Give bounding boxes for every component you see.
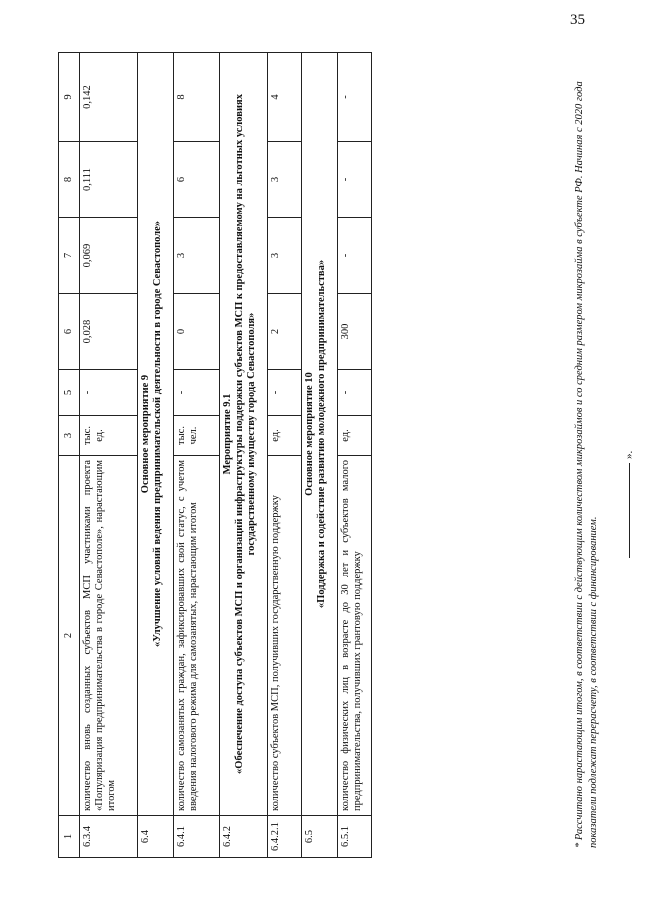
indicators-table bbox=[58, 52, 372, 858]
value-cell: - bbox=[174, 370, 220, 416]
indicator-description: количество вновь созданных субъектов МСП участниками проекта «Популяризация предпринимательства в городе Севастополе», нарастающим итогом bbox=[80, 456, 138, 816]
section-row bbox=[302, 53, 338, 858]
row-number: 6.3.4 bbox=[80, 816, 138, 858]
value-cell: - bbox=[338, 142, 372, 218]
table-row bbox=[268, 53, 302, 858]
header-cell: 6 bbox=[59, 294, 80, 370]
value-cell: - bbox=[268, 370, 302, 416]
value-cell: 4 bbox=[268, 53, 302, 142]
indicator-description: количество физических лиц в возрасте до 30 лет и субъектов малого предпринимательства, получивших грантовую поддержку bbox=[338, 456, 372, 816]
section-title: Основное мероприятие 9 bbox=[140, 374, 151, 494]
value-cell: 0,142 bbox=[80, 53, 138, 142]
header-cell: 3 bbox=[59, 416, 80, 456]
table-body bbox=[59, 53, 372, 858]
value-cell: 2 bbox=[268, 294, 302, 370]
value-cell: - bbox=[338, 53, 372, 142]
section-heading bbox=[302, 53, 338, 816]
footnote: * Рассчитано нарастающим итогом, в соответствии с действующим количеством микрозаймов и со средним размером микрозайма в субъекте РФ. Начиная с 2020 года показатели подлежат перерасчету, в соответствии с финансированием. bbox=[574, 81, 600, 848]
end-line bbox=[629, 463, 630, 558]
value-cell: - bbox=[338, 370, 372, 416]
page-number: 35 bbox=[570, 12, 585, 28]
header-cell: 7 bbox=[59, 218, 80, 294]
table-row bbox=[338, 53, 372, 858]
row-number: 6.5 bbox=[302, 816, 338, 858]
section-row bbox=[220, 53, 268, 858]
header-row bbox=[59, 53, 80, 858]
row-number: 6.4.2.1 bbox=[268, 816, 302, 858]
section-subtitle: «Улучшение условий ведения предпринимательской деятельности в городе Севастополе» bbox=[152, 220, 164, 648]
header-cell: 9 bbox=[59, 53, 80, 142]
value-cell: 0 bbox=[174, 294, 220, 370]
unit-cell: ед. bbox=[268, 416, 302, 456]
section-title: Мероприятие 9.1 bbox=[222, 393, 233, 475]
unit-cell: тыс. чел. bbox=[174, 416, 220, 456]
value-cell: 300 bbox=[338, 294, 372, 370]
header-cell: 5 bbox=[59, 370, 80, 416]
value-cell: 0,028 bbox=[80, 294, 138, 370]
value-cell: 8 bbox=[174, 53, 220, 142]
section-heading bbox=[220, 53, 268, 816]
value-cell: 3 bbox=[268, 142, 302, 218]
unit-cell: тыс. ед. bbox=[80, 416, 138, 456]
value-cell: - bbox=[80, 370, 138, 416]
value-cell: 6 bbox=[174, 142, 220, 218]
indicator-description: количество субъектов МСП, получивших государственную поддержку bbox=[268, 456, 302, 816]
value-cell: 0,069 bbox=[80, 218, 138, 294]
section-subtitle: «Поддержка и содействие развитию молодежного предпринимательства» bbox=[316, 259, 328, 609]
row-number: 6.5.1 bbox=[338, 816, 372, 858]
header-cell: 8 bbox=[59, 142, 80, 218]
section-subtitle: «Обеспечение доступа субъектов МСП и организаций инфраструктуры поддержки субъектов МСП к предоставляемому на льготных условиях государственному имуществу города Севастополя» bbox=[234, 94, 258, 774]
value-cell: 0,111 bbox=[80, 142, 138, 218]
rotated-page-content bbox=[58, 53, 648, 858]
table-row bbox=[174, 53, 220, 858]
end-quote: ». bbox=[623, 450, 635, 459]
unit-cell: ед. bbox=[338, 416, 372, 456]
section-heading bbox=[138, 53, 174, 816]
value-cell: 3 bbox=[268, 218, 302, 294]
row-number: 6.4.2 bbox=[220, 816, 268, 858]
header-cell: 1 bbox=[59, 816, 80, 858]
row-number: 6.4 bbox=[138, 816, 174, 858]
header-cell: 2 bbox=[59, 456, 80, 816]
end-mark bbox=[623, 451, 635, 558]
value-cell: 3 bbox=[174, 218, 220, 294]
indicator-description: количество самозанятых граждан, зафиксировавших свой статус, с учетом введения налогового режима для самозанятых, нарастающим итогом bbox=[174, 456, 220, 816]
section-row bbox=[138, 53, 174, 858]
value-cell: - bbox=[338, 218, 372, 294]
section-title: Основное мероприятие 10 bbox=[304, 372, 315, 496]
row-number: 6.4.1 bbox=[174, 816, 220, 858]
table-row bbox=[80, 53, 138, 858]
